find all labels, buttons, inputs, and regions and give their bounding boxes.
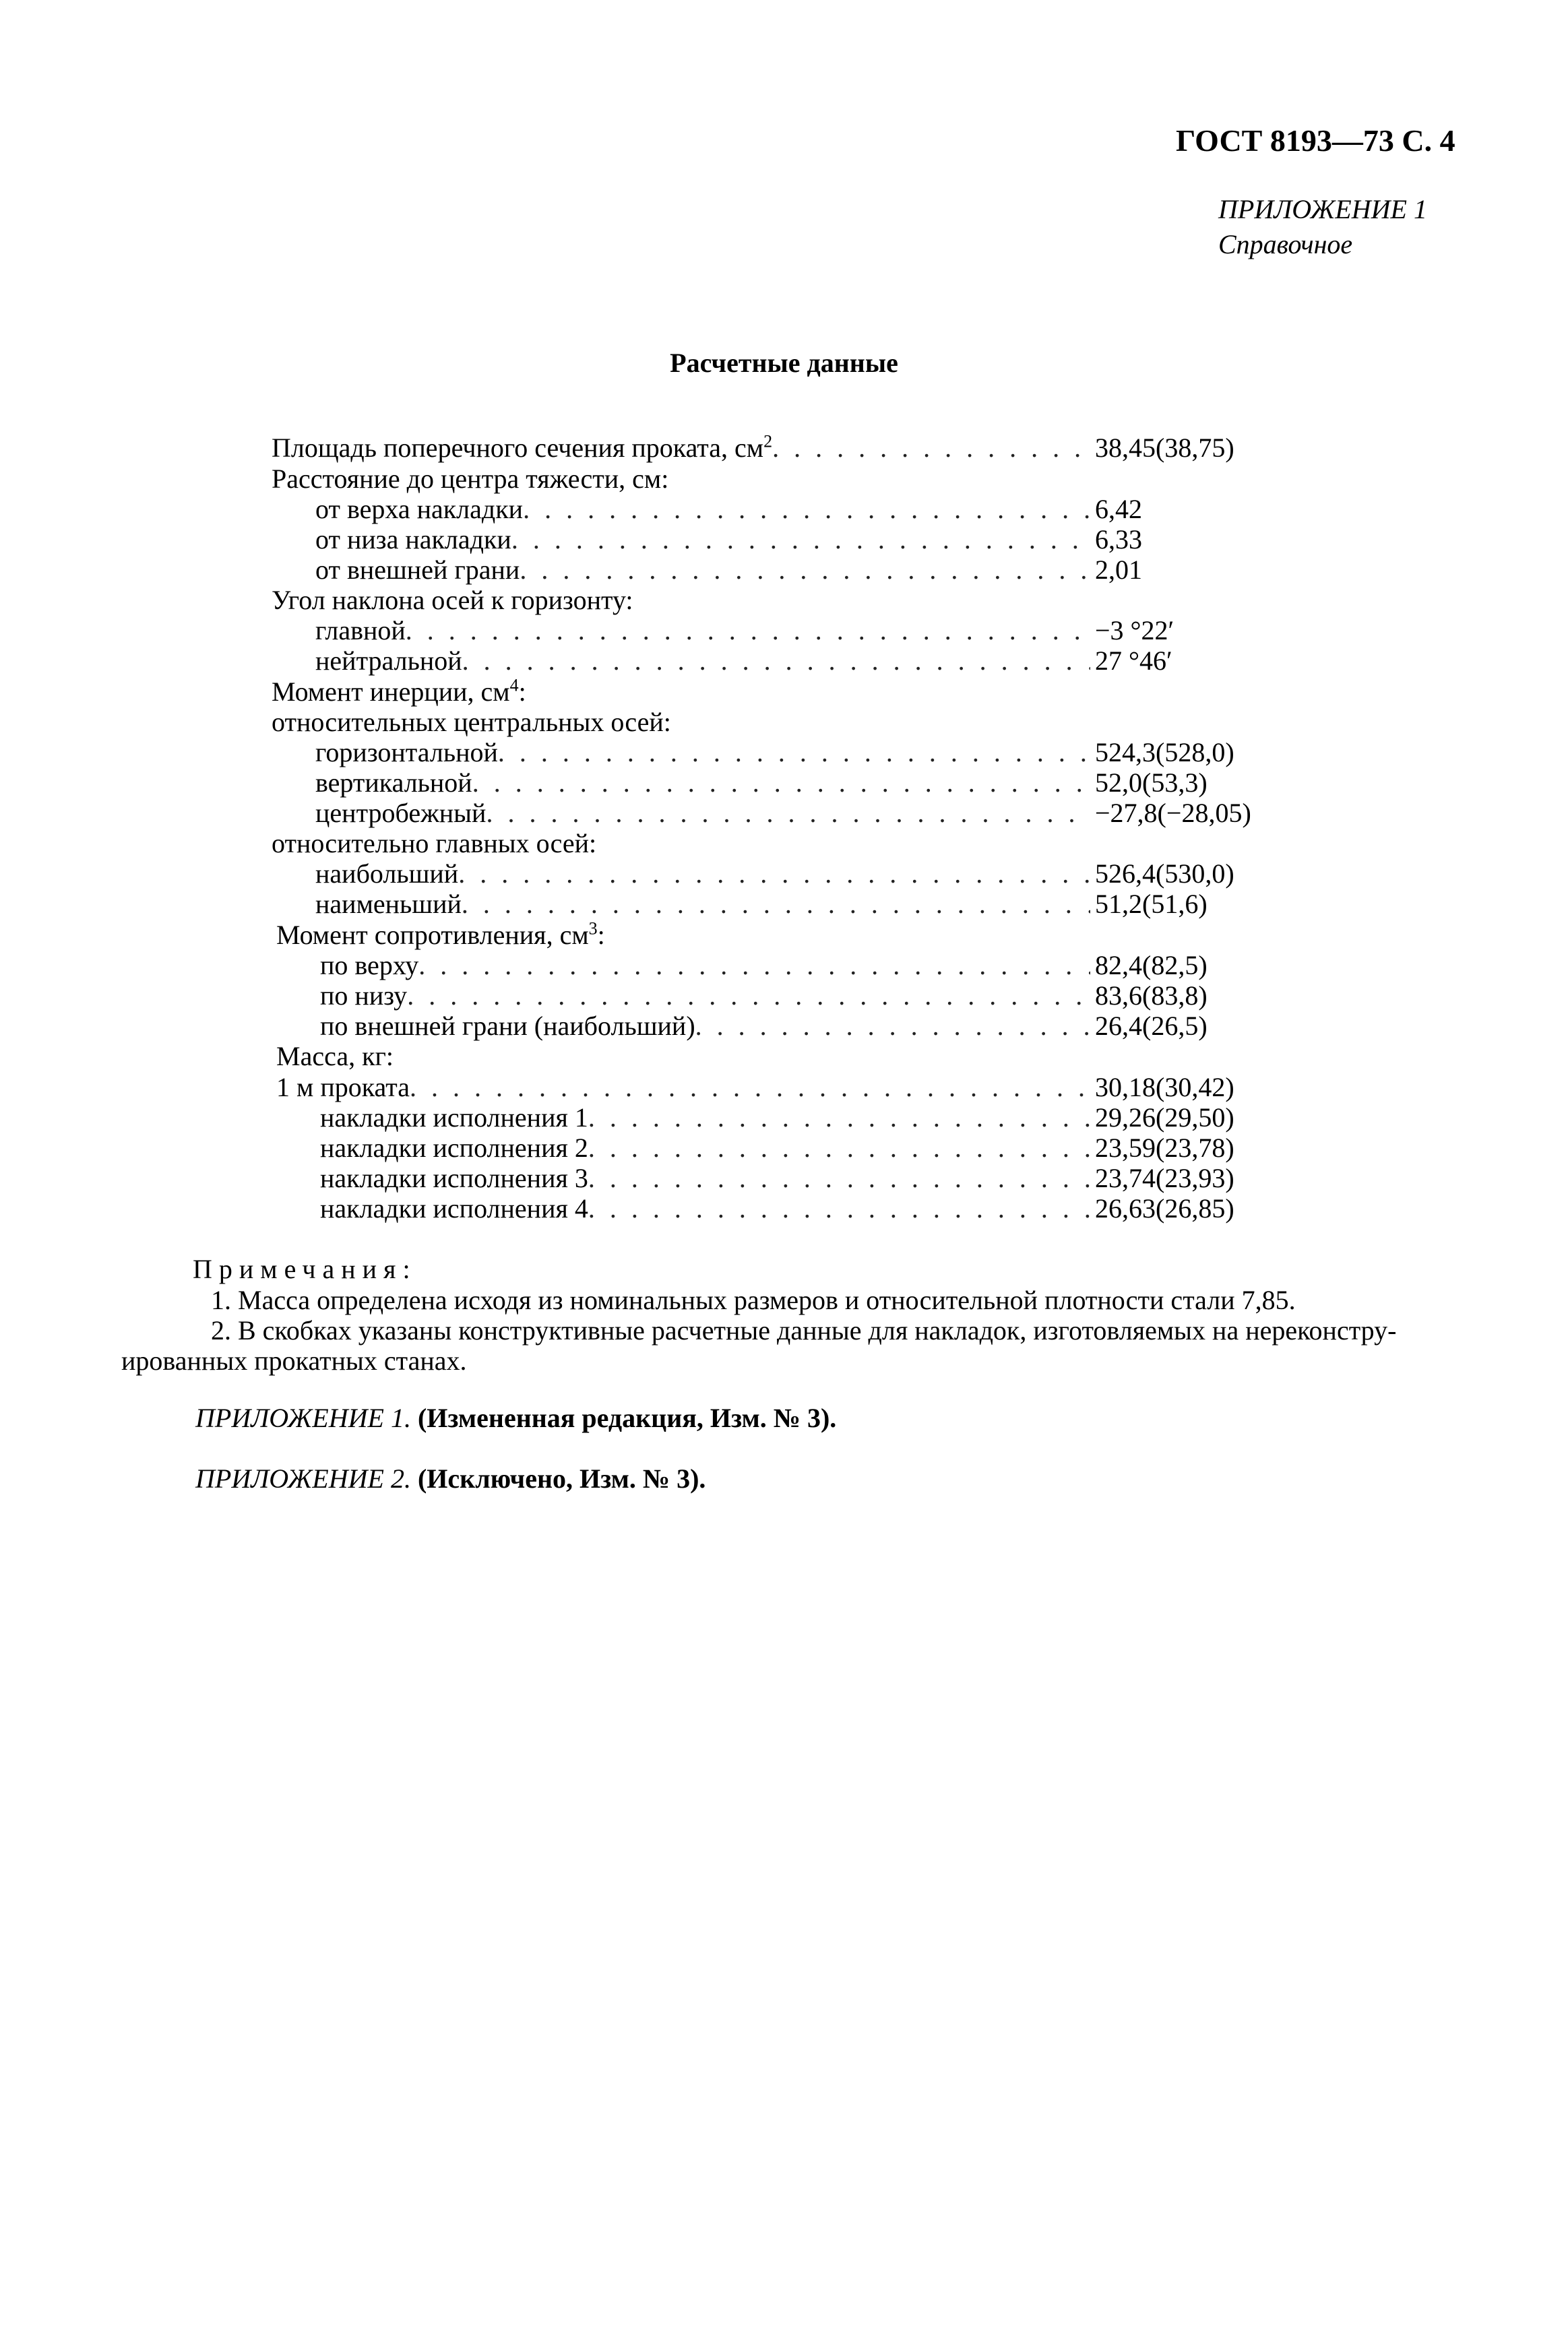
note-item-1: 1. Масса определена исходя из номинальных размеров и относительной плотности стали 7,85. (211, 1285, 1296, 1315)
row-label: по верху (320, 950, 419, 980)
list-item (320, 1132, 1090, 1164)
row-label: по низу (320, 980, 408, 1011)
list-item (315, 858, 1090, 890)
row-value: 30,18(30,42) (1095, 1072, 1234, 1102)
row-value: 29,26(29,50) (1095, 1102, 1234, 1133)
list-item (320, 1162, 1090, 1195)
row-label: Масса, кг: (276, 1041, 394, 1071)
row-label: наибольший (315, 858, 459, 889)
list-item (315, 493, 1090, 526)
row-label: от внешней грани (315, 555, 520, 585)
row-label: по внешней грани (наибольший) (320, 1011, 695, 1041)
row-label: относительных центральных осей: (272, 707, 671, 737)
appendix-type: Справочное (1218, 229, 1353, 259)
appendix-note-1: ПРИЛОЖЕНИЕ 1. (Измененная редакция, Изм. № 3). (195, 1403, 837, 1433)
row-value: 38,45(38,75) (1095, 433, 1234, 463)
list-item (320, 1010, 1090, 1042)
row-value: 26,63(26,85) (1095, 1193, 1234, 1224)
row-label: накладки исполнения 3 (320, 1163, 588, 1193)
row-label: 1 м проката (276, 1072, 410, 1102)
row-value: 27 °46′ (1095, 645, 1172, 676)
list-item (272, 584, 633, 616)
note-item-2-line-1: 2. В скобках указаны конструктивные расчетные данные для накладок, изготовляемых на нереконстру- (211, 1315, 1397, 1346)
row-value: 83,6(83,8) (1095, 980, 1208, 1011)
row-value: 526,4(530,0) (1095, 858, 1234, 889)
row-value: 23,74(23,93) (1095, 1163, 1234, 1193)
notes-heading: Примечания: (193, 1254, 417, 1284)
row-label: накладки исполнения 1 (320, 1102, 588, 1133)
appendix-note-2: ПРИЛОЖЕНИЕ 2. (Исключено, Изм. № 3). (195, 1463, 706, 1494)
row-value: 524,3(528,0) (1095, 737, 1234, 767)
list-item (315, 554, 1090, 586)
list-item (315, 797, 1090, 829)
row-value: 2,01 (1095, 555, 1142, 585)
row-label: Площадь поперечного сечения проката, $см^2$ (272, 431, 773, 463)
row-value: 52,0(53,3) (1095, 767, 1208, 798)
row-label: главной (315, 615, 406, 645)
list-item (272, 676, 526, 708)
row-label: от верха накладки (315, 494, 524, 524)
row-label: горизонтальной (315, 737, 498, 767)
row-value: 6,33 (1095, 524, 1142, 555)
appendix-label (1218, 192, 1427, 262)
row-label: Расстояние до центра тяжести, см: (272, 464, 669, 494)
row-label: накладки исполнения 2 (320, 1133, 588, 1163)
list-item (272, 706, 671, 738)
row-label: Момент сопротивления, $см^3$: (276, 918, 605, 950)
list-item (315, 645, 1090, 677)
row-label: наименьший (315, 889, 462, 919)
list-item (276, 919, 605, 951)
document-reference: ГОСТ 8193—73 С. 4 (1176, 123, 1455, 158)
list-item (272, 827, 596, 860)
list-item (272, 463, 668, 495)
row-value: 6,42 (1095, 494, 1142, 524)
list-item (315, 736, 1090, 769)
row-value: 82,4(82,5) (1095, 950, 1208, 980)
list-item (272, 432, 1090, 464)
list-item (315, 614, 1090, 647)
list-item (276, 1071, 1090, 1104)
row-value: −3 °22′ (1095, 615, 1174, 645)
list-item (320, 949, 1090, 982)
row-label: от низа накладки (315, 524, 511, 555)
appendix-title: ПРИЛОЖЕНИЕ 1 (1218, 194, 1427, 224)
row-label: накладки исполнения 4 (320, 1193, 588, 1224)
row-value: 51,2(51,6) (1095, 889, 1208, 919)
list-item (315, 888, 1090, 920)
list-item (320, 1102, 1090, 1134)
row-label: нейтральной (315, 645, 462, 676)
list-item (276, 1040, 394, 1073)
list-item (320, 980, 1090, 1012)
row-value: 26,4(26,5) (1095, 1011, 1208, 1041)
note-item-2-line-2: ированных прокатных станах. (121, 1346, 467, 1376)
list-item (315, 767, 1090, 799)
list-item (315, 524, 1090, 556)
row-label: Угол наклона осей к горизонту: (272, 585, 633, 615)
row-value: 23,59(23,78) (1095, 1133, 1234, 1163)
row-value: −27,8(−28,05) (1095, 798, 1251, 828)
row-label: Момент инерции, $см^4$: (272, 675, 526, 707)
row-label: центробежный (315, 798, 487, 828)
row-label: вертикальной (315, 767, 472, 798)
row-label: относительно главных осей: (272, 828, 597, 858)
list-item (320, 1193, 1090, 1225)
section-title: Расчетные данные (670, 348, 898, 378)
